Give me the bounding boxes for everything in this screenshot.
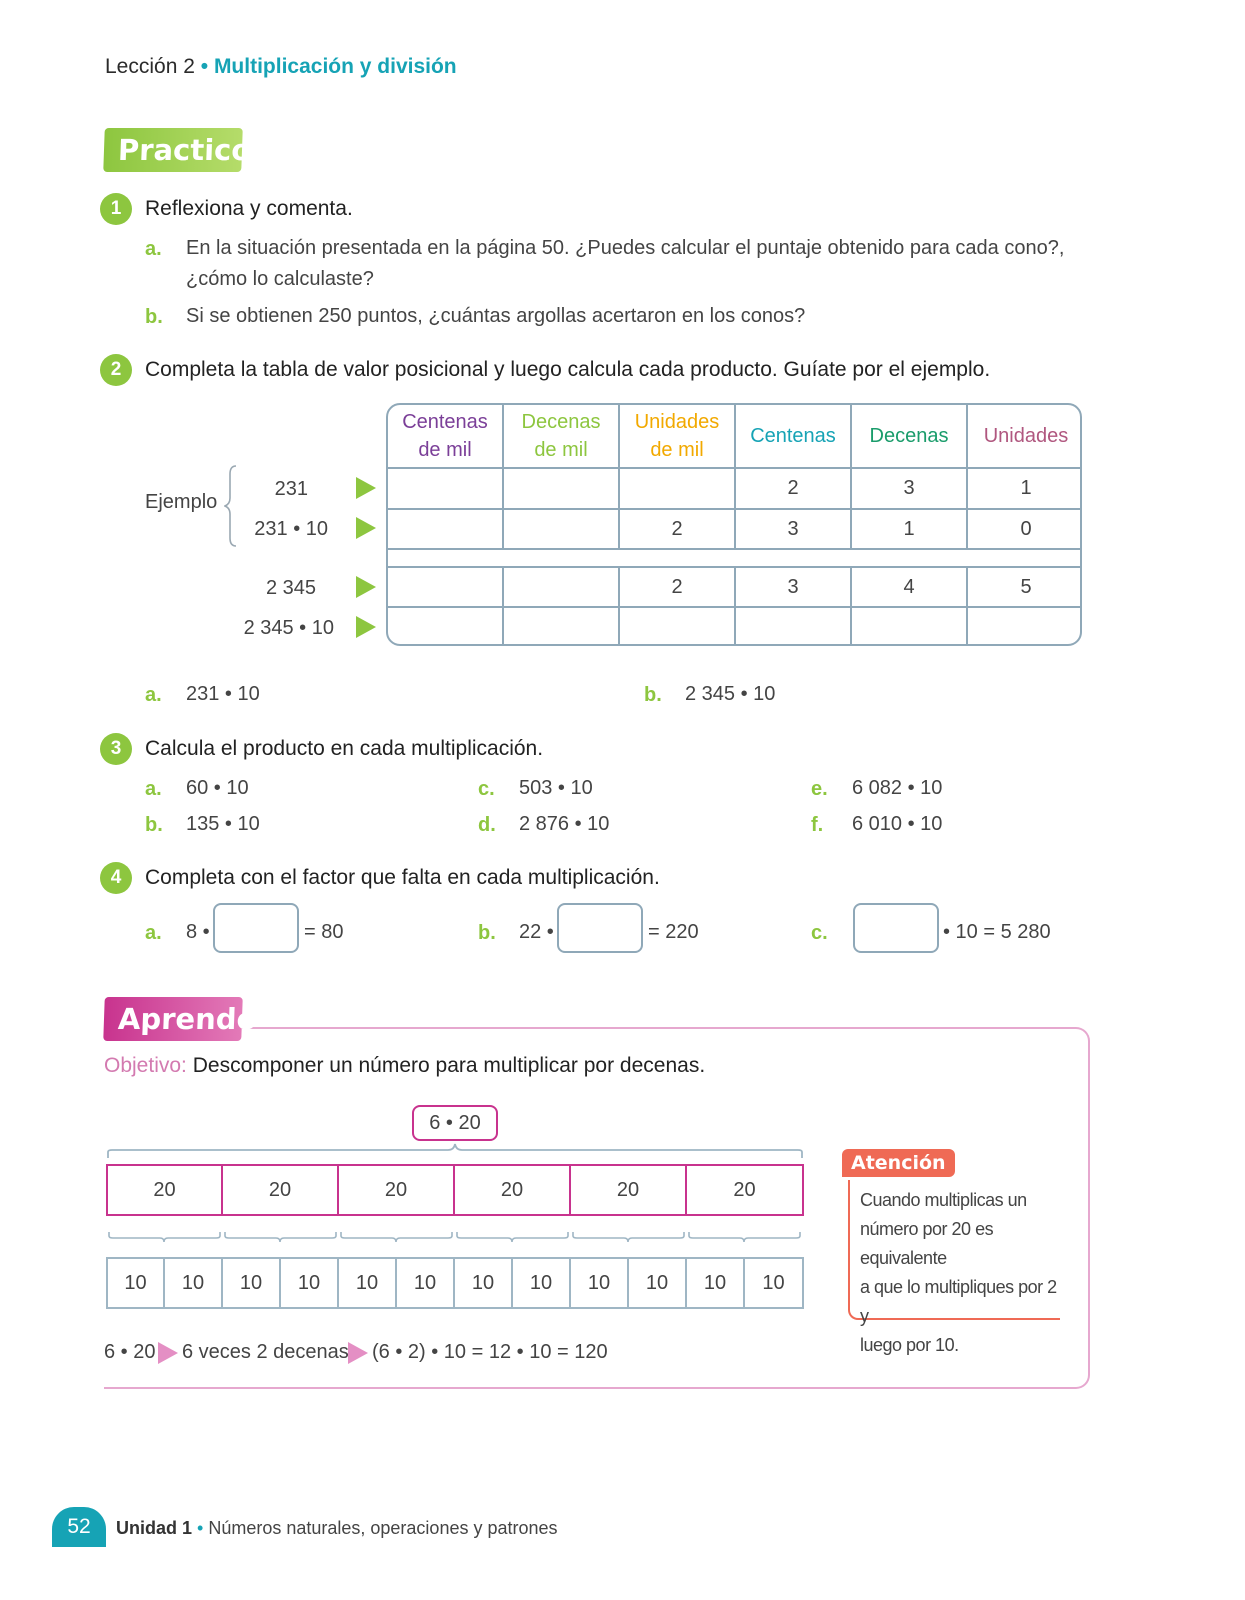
cell[interactable] — [388, 469, 504, 508]
twenty-segment: 20 — [569, 1164, 687, 1216]
exercise-3a-text: 60 • 10 — [186, 777, 249, 799]
exercise-1-number: 1 — [100, 193, 132, 225]
cell[interactable] — [736, 608, 852, 646]
exercise-3b-text: 135 • 10 — [186, 813, 260, 835]
ten-segment: 10 — [511, 1257, 571, 1309]
exercise-4c-suffix: • 10 = 5 280 — [943, 921, 1051, 943]
footer-title: Números naturales, operaciones y patrones — [208, 1518, 558, 1538]
atencion-line: Cuando multiplicas un — [860, 1190, 1027, 1210]
cell[interactable] — [852, 608, 968, 646]
cell: 2 — [620, 510, 736, 548]
cell[interactable] — [388, 568, 504, 606]
exercise-1a-text-line1: En la situación presentada en la página 50. ¿Puedes calcular el puntaje obtenido para cada cono?, — [186, 237, 1065, 259]
exercise-4b-suffix: = 220 — [648, 921, 699, 943]
cell[interactable] — [504, 608, 620, 646]
exercise-4a-label: a. — [145, 922, 162, 944]
cell[interactable] — [504, 469, 620, 508]
cell[interactable] — [504, 510, 620, 548]
exercise-3c-label: c. — [478, 778, 495, 800]
answer-box-a[interactable] — [213, 903, 299, 953]
split-braces — [106, 1228, 804, 1248]
header-centenas-de-mil — [388, 405, 504, 467]
cell: 3 — [852, 469, 968, 508]
table-row — [388, 467, 1080, 508]
cell[interactable] — [504, 568, 620, 606]
exercise-2b-text: 2 345 • 10 — [685, 683, 776, 705]
ten-segment: 10 — [395, 1257, 455, 1309]
ten-segment: 10 — [279, 1257, 339, 1309]
ten-segment: 10 — [453, 1257, 513, 1309]
exercise-1a-label: a. — [145, 238, 162, 260]
table-row — [388, 606, 1080, 646]
exercise-2b-label: b. — [644, 684, 662, 706]
ten-segment: 10 — [163, 1257, 223, 1309]
cell: 0 — [1020, 517, 1032, 540]
equation-part1: 6 • 20 — [104, 1341, 156, 1363]
exercise-3e-text: 6 082 • 10 — [852, 777, 943, 799]
twenty-segment: 20 — [453, 1164, 571, 1216]
cell[interactable] — [620, 608, 736, 646]
cell[interactable] — [968, 608, 1082, 646]
aprendo-banner: Aprendo — [103, 997, 243, 1041]
footer-separator: • — [192, 1518, 209, 1538]
cell: 3 — [736, 510, 852, 548]
cell: 3 — [736, 568, 852, 606]
header-unidades: Unidades — [983, 425, 1069, 447]
example-label: Ejemplo — [145, 491, 218, 513]
exercise-3d-text: 2 876 • 10 — [519, 813, 610, 835]
atencion-text — [860, 1186, 1060, 1360]
ten-segment: 10 — [685, 1257, 745, 1309]
twenty-segment: 20 — [685, 1164, 804, 1216]
cell[interactable] — [388, 608, 504, 646]
ten-segment: 10 — [627, 1257, 687, 1309]
arrow-icon — [356, 517, 376, 539]
header-ddm-text: Decenas de mil — [521, 411, 601, 461]
twenty-segment: 20 — [337, 1164, 455, 1216]
cell: 1 — [1020, 477, 1032, 499]
exercise-4b-prefix: 22 • — [519, 921, 554, 943]
table-spacer-row — [388, 548, 1080, 566]
exercise-4c-label: c. — [811, 922, 828, 944]
header-centenas: Centenas — [736, 405, 852, 467]
header-cdm-text: Centenas de mil — [402, 411, 488, 461]
exercise-2-title: Completa la tabla de valor posicional y luego calcula cada producto. Guíate por el ejemplo. — [145, 358, 991, 381]
row-label-231: 231 — [274, 478, 308, 500]
exercise-4a-suffix: = 80 — [304, 921, 344, 943]
atencion-line: número por 20 es equivalente — [860, 1219, 994, 1268]
equation-part3: (6 • 2) • 10 = 12 • 10 = 120 — [372, 1341, 608, 1363]
footer-unit: Unidad 1 — [116, 1518, 193, 1538]
cell: 2 — [736, 469, 852, 508]
exercise-1b-label: b. — [145, 306, 163, 328]
header-udm-text: Unidades de mil — [634, 411, 720, 461]
twenty-segment: 20 — [106, 1164, 223, 1216]
ten-segment: 10 — [221, 1257, 281, 1309]
exercise-1a-text-line2: ¿cómo lo calculaste? — [186, 268, 374, 290]
lesson-topic: Multiplicación y división — [213, 55, 457, 78]
header-unidades-de-mil — [620, 405, 736, 467]
row-label-2345: 2 345 — [265, 577, 316, 599]
objective-label: Objetivo: — [104, 1054, 187, 1077]
row-label-2345x10: 2 345 • 10 — [243, 617, 334, 639]
exercise-1-title: Reflexiona y comenta. — [145, 197, 353, 220]
ten-segment: 10 — [337, 1257, 397, 1309]
product-box: 6 • 20 — [412, 1105, 498, 1141]
twenty-segment: 20 — [221, 1164, 339, 1216]
answer-box-b[interactable] — [557, 903, 643, 953]
row-label-231x10: 231 • 10 — [254, 518, 328, 540]
top-brace — [106, 1142, 804, 1162]
cell: 5 — [1020, 575, 1032, 598]
atencion-line: luego por 10. — [860, 1335, 959, 1355]
ten-segment: 10 — [569, 1257, 629, 1309]
answer-box-c[interactable] — [853, 903, 939, 953]
header-decenas: Decenas — [852, 405, 968, 467]
ten-segment: 10 — [106, 1257, 165, 1309]
exercise-3-number: 3 — [100, 733, 132, 765]
equation-part2: 6 veces 2 decenas — [182, 1341, 349, 1363]
exercise-4-title: Completa con el factor que falta en cada multiplicación. — [145, 866, 660, 889]
objective-text: Descomponer un número para multiplicar por decenas. — [192, 1054, 706, 1077]
exercise-3c-text: 503 • 10 — [519, 777, 593, 799]
cell: 2 — [620, 568, 736, 606]
cell[interactable] — [620, 469, 736, 508]
table-row — [388, 566, 1080, 606]
arrow-icon — [356, 576, 376, 598]
arrow-icon — [356, 616, 376, 638]
exercise-2-number: 2 — [100, 354, 132, 386]
cell: 1 — [852, 510, 968, 548]
objective — [104, 1054, 705, 1078]
footer — [116, 1518, 558, 1539]
exercise-2a-label: a. — [145, 684, 162, 706]
table-row — [388, 508, 1080, 548]
place-value-table — [386, 403, 1082, 646]
exercise-3-title: Calcula el producto en cada multiplicación. — [145, 737, 544, 760]
header-decenas-de-mil — [504, 405, 620, 467]
page-number: 52 — [52, 1507, 106, 1547]
exercise-2a-text: 231 • 10 — [186, 683, 260, 705]
exercise-3d-label: d. — [478, 814, 496, 836]
exercise-3f-label: f. — [811, 814, 824, 836]
header-separator: • — [194, 55, 214, 78]
arrow-icon — [356, 477, 376, 499]
exercise-4-number: 4 — [100, 862, 132, 894]
arrow-icon — [158, 1342, 178, 1364]
exercise-1b-text: Si se obtienen 250 puntos, ¿cuántas argollas acertaron en los conos? — [186, 305, 806, 327]
exercise-4a-prefix: 8 • — [186, 921, 210, 943]
exercise-3f-text: 6 010 • 10 — [852, 813, 943, 835]
exercise-4b-label: b. — [478, 922, 496, 944]
exercise-3e-label: e. — [811, 778, 828, 800]
cell[interactable] — [388, 510, 504, 548]
lesson-number: Lección 2 — [105, 55, 195, 78]
lesson-header — [105, 55, 457, 79]
practico-banner: Practico — [103, 128, 243, 172]
exercise-3b-label: b. — [145, 814, 163, 836]
arrow-icon — [348, 1342, 368, 1364]
atencion-title: Atención — [842, 1149, 955, 1177]
ten-segment: 10 — [743, 1257, 804, 1309]
exercise-3a-label: a. — [145, 778, 162, 800]
atencion-line: a que lo multipliques por 2 y — [860, 1277, 1057, 1326]
cell: 4 — [852, 568, 968, 606]
